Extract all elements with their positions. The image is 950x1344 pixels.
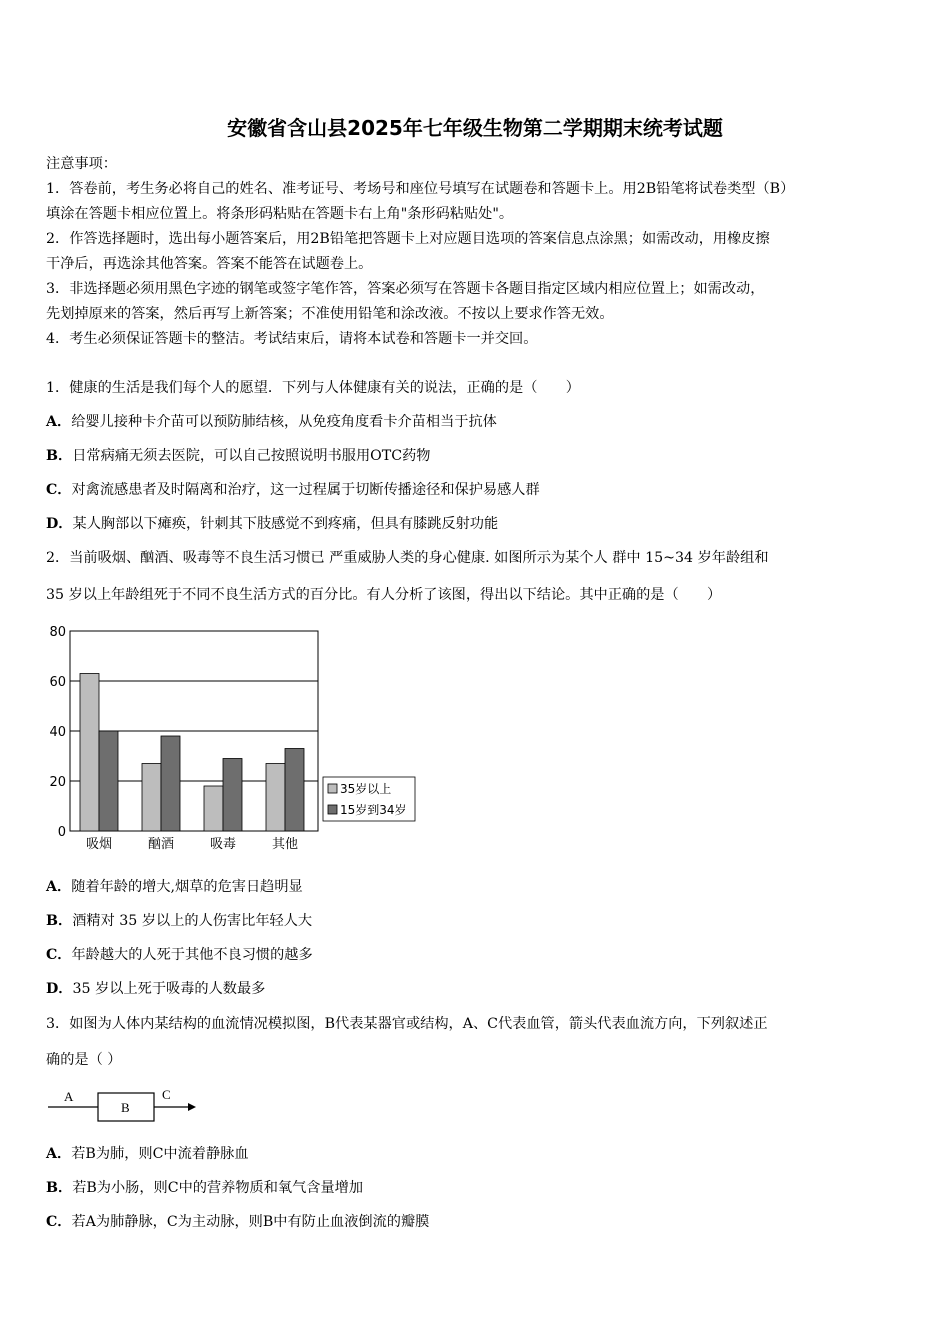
notice-line: 2．作答选择题时，选出每小题答案后，用2B铅笔把答题卡上对应题目选项的答案信息点涂黑；如需改动，用橡皮擦: [46, 231, 770, 247]
option-text: 35 岁以上死于吸毒的人数最多: [72, 981, 266, 997]
question-1-option-d: [46, 513, 498, 533]
option-letter: C．: [46, 482, 72, 498]
option-letter: A．: [46, 879, 72, 895]
question-3-option-a: [46, 1143, 249, 1163]
option-text: 若B为小肠，则C中的营养物质和氧气含量增加: [72, 1180, 364, 1196]
notice-line: 干净后，再选涂其他答案。答案不能答在试题卷上。: [46, 256, 373, 272]
bars: [80, 674, 304, 832]
bar-1-1: [161, 736, 180, 831]
notice-line: 4．考生必须保证答题卡的整洁。考试结束后，请将本试卷和答题卡一并交回。: [46, 331, 538, 347]
notice-line: 3．非选择题必须用黑色字迹的钢笔或签字笔作答，答案必须写在答题卡各题目指定区域内相应位置上；如需改动，: [46, 281, 765, 297]
option-text: 日常病痛无须去医院，可以自己按照说明书服用OTC药物: [72, 448, 431, 464]
question-3-option-c: [46, 1211, 429, 1231]
legend: [323, 777, 415, 821]
question-2-option-c: [46, 944, 313, 964]
bar-0-1: [99, 731, 118, 831]
legend-swatch: [328, 805, 337, 814]
option-letter: B．: [46, 1180, 73, 1196]
option-text: 给婴儿接种卡介苗可以预防肺结核，从免疫角度看卡介苗相当于抗体: [71, 414, 497, 430]
question-2-option-a: [46, 876, 303, 896]
question-2-option-b: [46, 910, 312, 930]
x-tick-labels: [86, 836, 298, 852]
question-2-stem-line2: 35 岁以上年龄组死于不同不良生活方式的百分比。有人分析了该图，得出以下结论。其中正确的是（ ）: [46, 587, 722, 603]
notice-line: 1．答卷前，考生务必将自己的姓名、准考证号、考场号和座位号填写在试题卷和答题卡上。用2B铅笔将试卷类型（B）: [46, 181, 795, 197]
label-a: A: [64, 1089, 74, 1104]
y-tick-label: 40: [49, 725, 66, 740]
bar-2-1: [223, 759, 242, 832]
option-letter: D．: [46, 516, 73, 532]
bar-0-0: [80, 674, 99, 832]
option-text: 若B为肺，则C中流着静脉血: [71, 1146, 249, 1162]
option-letter: C．: [46, 1214, 72, 1230]
y-tick-labels: [49, 625, 66, 840]
option-letter: A．: [46, 1146, 72, 1162]
question-2-stem-line1: 2．当前吸烟、酗酒、吸毒等不良生活习惯已 严重威胁人类的身心健康. 如图所示为某个人 群中 15~34 岁年龄组和: [46, 550, 769, 566]
legend-swatch: [328, 784, 337, 793]
question-2-option-d: [46, 978, 265, 998]
bar-1-0: [142, 764, 161, 832]
y-tick-label: 0: [57, 825, 66, 840]
question-1-option-c: [46, 479, 540, 499]
x-tick-label: 吸烟: [85, 837, 113, 852]
option-letter: A．: [46, 414, 72, 430]
notice-line: 填涂在答题卡相应位置上。将条形码粘贴在答题卡右上角"条形码粘贴处"。: [46, 206, 514, 222]
option-letter: B．: [46, 913, 73, 929]
option-text: 某人胸部以下瘫痪，针刺其下肢感觉不到疼痛，但具有膝跳反射功能: [72, 516, 499, 532]
legend-label: 35岁以上: [340, 782, 392, 796]
option-text: 对禽流感患者及时隔离和治疗，这一过程属于切断传播途径和保护易感人群: [71, 482, 540, 498]
question-1-stem: 1．健康的生活是我们每个人的愿望．下列与人体健康有关的说法，正确的是（ ）: [46, 380, 580, 396]
bar-3-0: [266, 764, 285, 832]
question-3-stem-line2: 确的是（ ）: [46, 1052, 122, 1068]
x-tick-label: 其他: [271, 837, 299, 852]
question-3-option-b: [46, 1177, 363, 1197]
question-1-option-a: [46, 411, 497, 431]
bar-3-1: [285, 749, 304, 832]
y-tick-label: 60: [49, 675, 66, 690]
option-letter: D．: [46, 981, 73, 997]
label-c: C: [162, 1087, 171, 1102]
option-text: 若A为肺静脉，C为主动脉，则B中有防止血液倒流的瓣膜: [71, 1214, 430, 1230]
notice-line: 先划掉原来的答案，然后再写上新答案；不准使用铅笔和涂改液。不按以上要求作答无效。: [46, 306, 614, 322]
x-tick-label: 酗酒: [147, 837, 175, 852]
x-tick-label: 吸毒: [209, 837, 237, 852]
y-tick-label: 20: [49, 775, 66, 790]
question-3-stem-line1: 3．如图为人体内某结构的血流情况模拟图，B代表某器官或结构，A、C代表血管，箭头代表血流方向，下列叙述正: [46, 1016, 768, 1032]
option-text: 年龄越大的人死于其他不良习惯的越多: [71, 947, 313, 963]
arrow-c-icon: [188, 1103, 196, 1111]
option-letter: B．: [46, 448, 73, 464]
option-text: 酒精对 35 岁以上的人伤害比年轻人大: [72, 913, 313, 929]
option-letter: C．: [46, 947, 72, 963]
question-1-option-b: [46, 445, 430, 465]
bar-2-0: [204, 786, 223, 831]
option-text: 随着年龄的增大,烟草的危害日趋明显: [71, 879, 303, 895]
blood-flow-diagram: [46, 1085, 206, 1125]
bar-chart: [40, 620, 430, 860]
page-title: 安徽省含山县2025年七年级生物第二学期期末统考试题: [227, 116, 723, 140]
notice-heading: 注意事项：: [46, 156, 117, 172]
label-b: B: [121, 1100, 130, 1115]
legend-label: 15岁到34岁: [340, 803, 407, 817]
y-tick-label: 80: [49, 625, 66, 640]
